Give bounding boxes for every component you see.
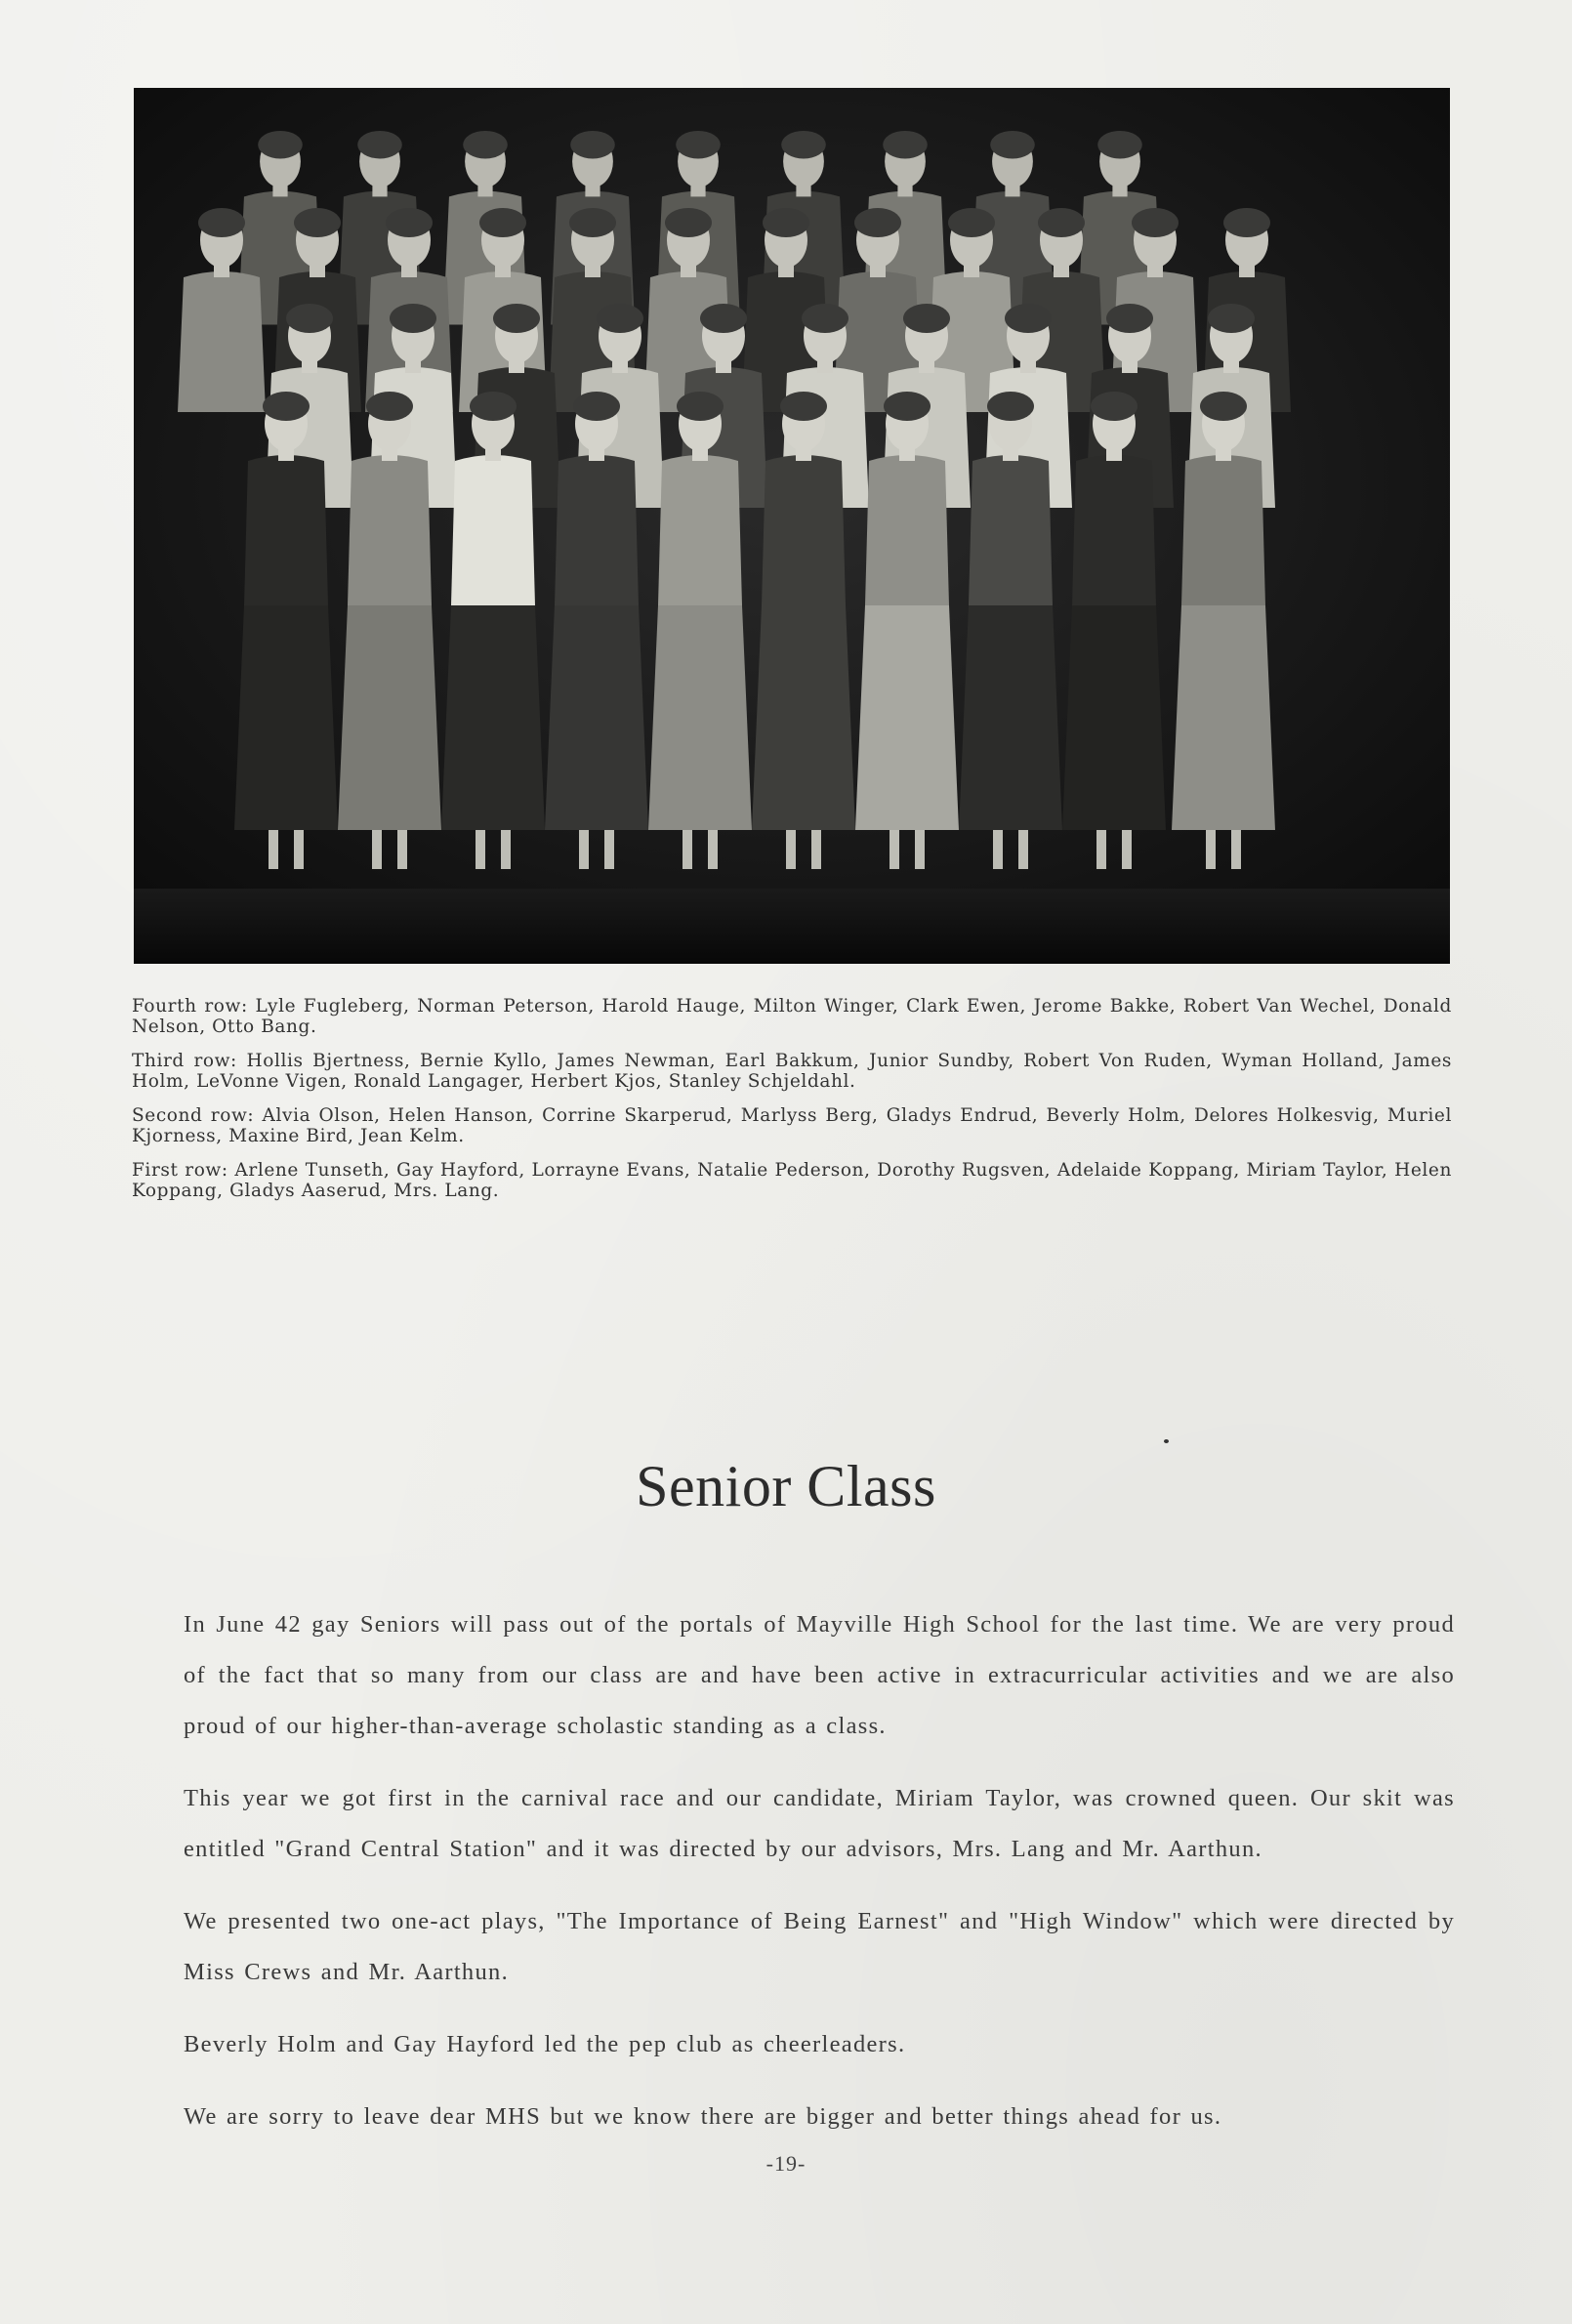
caption-third-row: Third row: Hollis Bjertness, Bernie Kyllo, James Newman, Earl Bakkum, Junior Sundby, Robert Von Ruden, Wyman Holland, James Holm, LeVonne Vigen, Ronald Langager, Herbert Kjos, Stanley Schjeldahl. <box>132 1051 1452 1092</box>
print-speck <box>1164 1439 1169 1443</box>
page-number: -19- <box>765 2151 807 2176</box>
photo-figure <box>545 392 648 869</box>
photo-figure <box>959 392 1062 869</box>
caption-fourth-row: Fourth row: Lyle Fugleberg, Norman Peterson, Harold Hauge, Milton Winger, Clark Ewen, Jerome Bakke, Robert Van Wechel, Donald Nelson, Otto Bang. <box>132 996 1452 1037</box>
photo-figure <box>1062 392 1166 869</box>
photo-figure <box>648 392 752 869</box>
photo-figure <box>1172 392 1275 869</box>
photo-figure <box>338 392 441 869</box>
paragraph-1: In June 42 gay Seniors will pass out of the portals of Mayville High School for the last time. We are very proud of the fact that so many from our class are and have been active in extracurricular activities and we are also proud of our higher-than-average scholastic standing as a class. <box>184 1611 1455 1739</box>
paragraph-4: Beverly Holm and Gay Hayford led the pep club as cheerleaders. <box>184 2031 906 2057</box>
page-title: Senior Class <box>636 1454 936 1518</box>
group-photo-icon <box>134 88 1450 964</box>
photo-figure <box>441 392 545 869</box>
paragraph-5: We are sorry to leave dear MHS but we know there are bigger and better things ahead for us. <box>184 2103 1222 2130</box>
paragraph-3: We presented two one-act plays, "The Importance of Being Earnest" and "High Window" which were directed by Miss Crews and Mr. Aarthun. <box>184 1908 1455 1985</box>
class-group-photo <box>134 88 1450 964</box>
caption-second-row: Second row: Alvia Olson, Helen Hanson, Corrine Skarperud, Marlyss Berg, Gladys Endrud, Beverly Holm, Delores Holkesvig, Muriel Kjorness, Maxine Bird, Jean Kelm. <box>132 1105 1452 1146</box>
caption-first-row: First row: Arlene Tunseth, Gay Hayford, Lorrayne Evans, Natalie Pederson, Dorothy Rugsven, Adelaide Koppang, Miriam Taylor, Helen Koppang, Gladys Aaserud, Mrs. Lang. <box>132 1160 1452 1201</box>
paragraph-2: This year we got first in the carnival race and our candidate, Miriam Taylor, was crowned queen. Our skit was entitled "Grand Central Station" and it was directed by our advisors, Mrs. Lang and Mr. Aarthun. <box>184 1785 1455 1862</box>
photo-figure <box>855 392 959 869</box>
photo-figure <box>752 392 855 869</box>
article-body <box>184 1599 1455 2164</box>
photo-caption <box>132 996 1452 1215</box>
photo-figure <box>234 392 338 869</box>
